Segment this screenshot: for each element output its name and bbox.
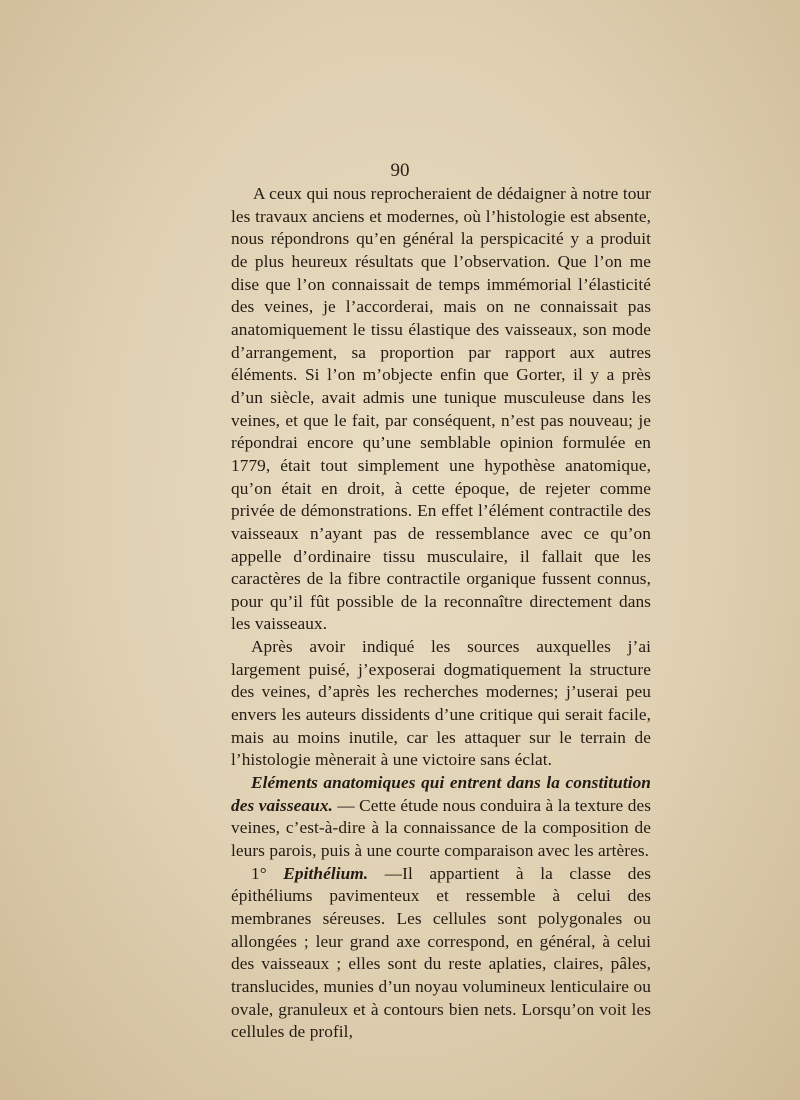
item-text: —Il appartient à la classe des épithéliums pavimenteux et ressemble à celui des membranes séreuses. Les cellules sont polygonales ou allongées ; leur grand axe correspond, en général, à celui des vaisseaux ; elles sont du reste aplaties, claires, pâles, translucides, munies d’un noyau volumineux lenticulaire ou ovale, granuleux et à contours bien nets. Lorsqu’on voit les cellules de profil, <box>231 863 651 1042</box>
page-number: 90 <box>390 160 410 181</box>
body-text <box>231 183 651 1044</box>
item-term: Epithélium. <box>283 863 369 883</box>
item-paragraph <box>231 863 651 1044</box>
section-paragraph <box>231 772 651 863</box>
section-text: — Cette étude nous conduira à la texture des veines, c’est-à-dire à la connaissance de la composition de leurs parois, puis à une courte comparaison avec les artères. <box>231 795 651 861</box>
item-number: 1° <box>251 863 267 883</box>
section-heading: Eléments anatomiques qui entrent dans la constitution des vaisseaux. <box>231 773 651 815</box>
paragraph-1: A ceux qui nous reprocheraient de dédaigner à notre tour les travaux anciens et modernes, où l’histologie est absente, nous répondrons qu’en général la perspicacité y a produit de plus heureux résultats que l’observation. Que l’on me dise que l’on connaissait de temps immémorial l’élasticité des veines, je l’accorderai, mais on ne connaissait pas anatomiquement le tissu élastique des vaisseaux, son mode d’arrangement, sa proportion par rapport aux autres éléments. Si l’on m’objecte enfin que Gorter, il y a près d’un siècle, avait admis une tunique musculeuse dans les veines, et que le fait, par conséquent, n’est pas nouveau; je répondrai encore qu’une semblable opinion formulée en 1779, était tout simplement une hypothèse anatomique, qu’on était en droit, à cette époque, de rejeter comme privée de démonstrations. En effet l’élément contractile des vaisseaux n’ayant pas de ressemblance avec ce qu’on appelle d’ordinaire tissu musculaire, il fallait que les caractères de la fibre contractile organique fussent connus, pour qu’il fût possible de la reconnaître directement dans les vaisseaux. <box>231 184 651 634</box>
paragraph-2: Après avoir indiqué les sources auxquelles j’ai largement puisé, j’exposerai dogmatiquement la structure des veines, d’après les recherches modernes; j’userai peu envers les auteurs dissidents d’une critique qui serait facile, mais au moins inutile, car les attaquer sur le terrain de l’histologie mènerait à une victoire sans éclat. <box>231 637 651 770</box>
